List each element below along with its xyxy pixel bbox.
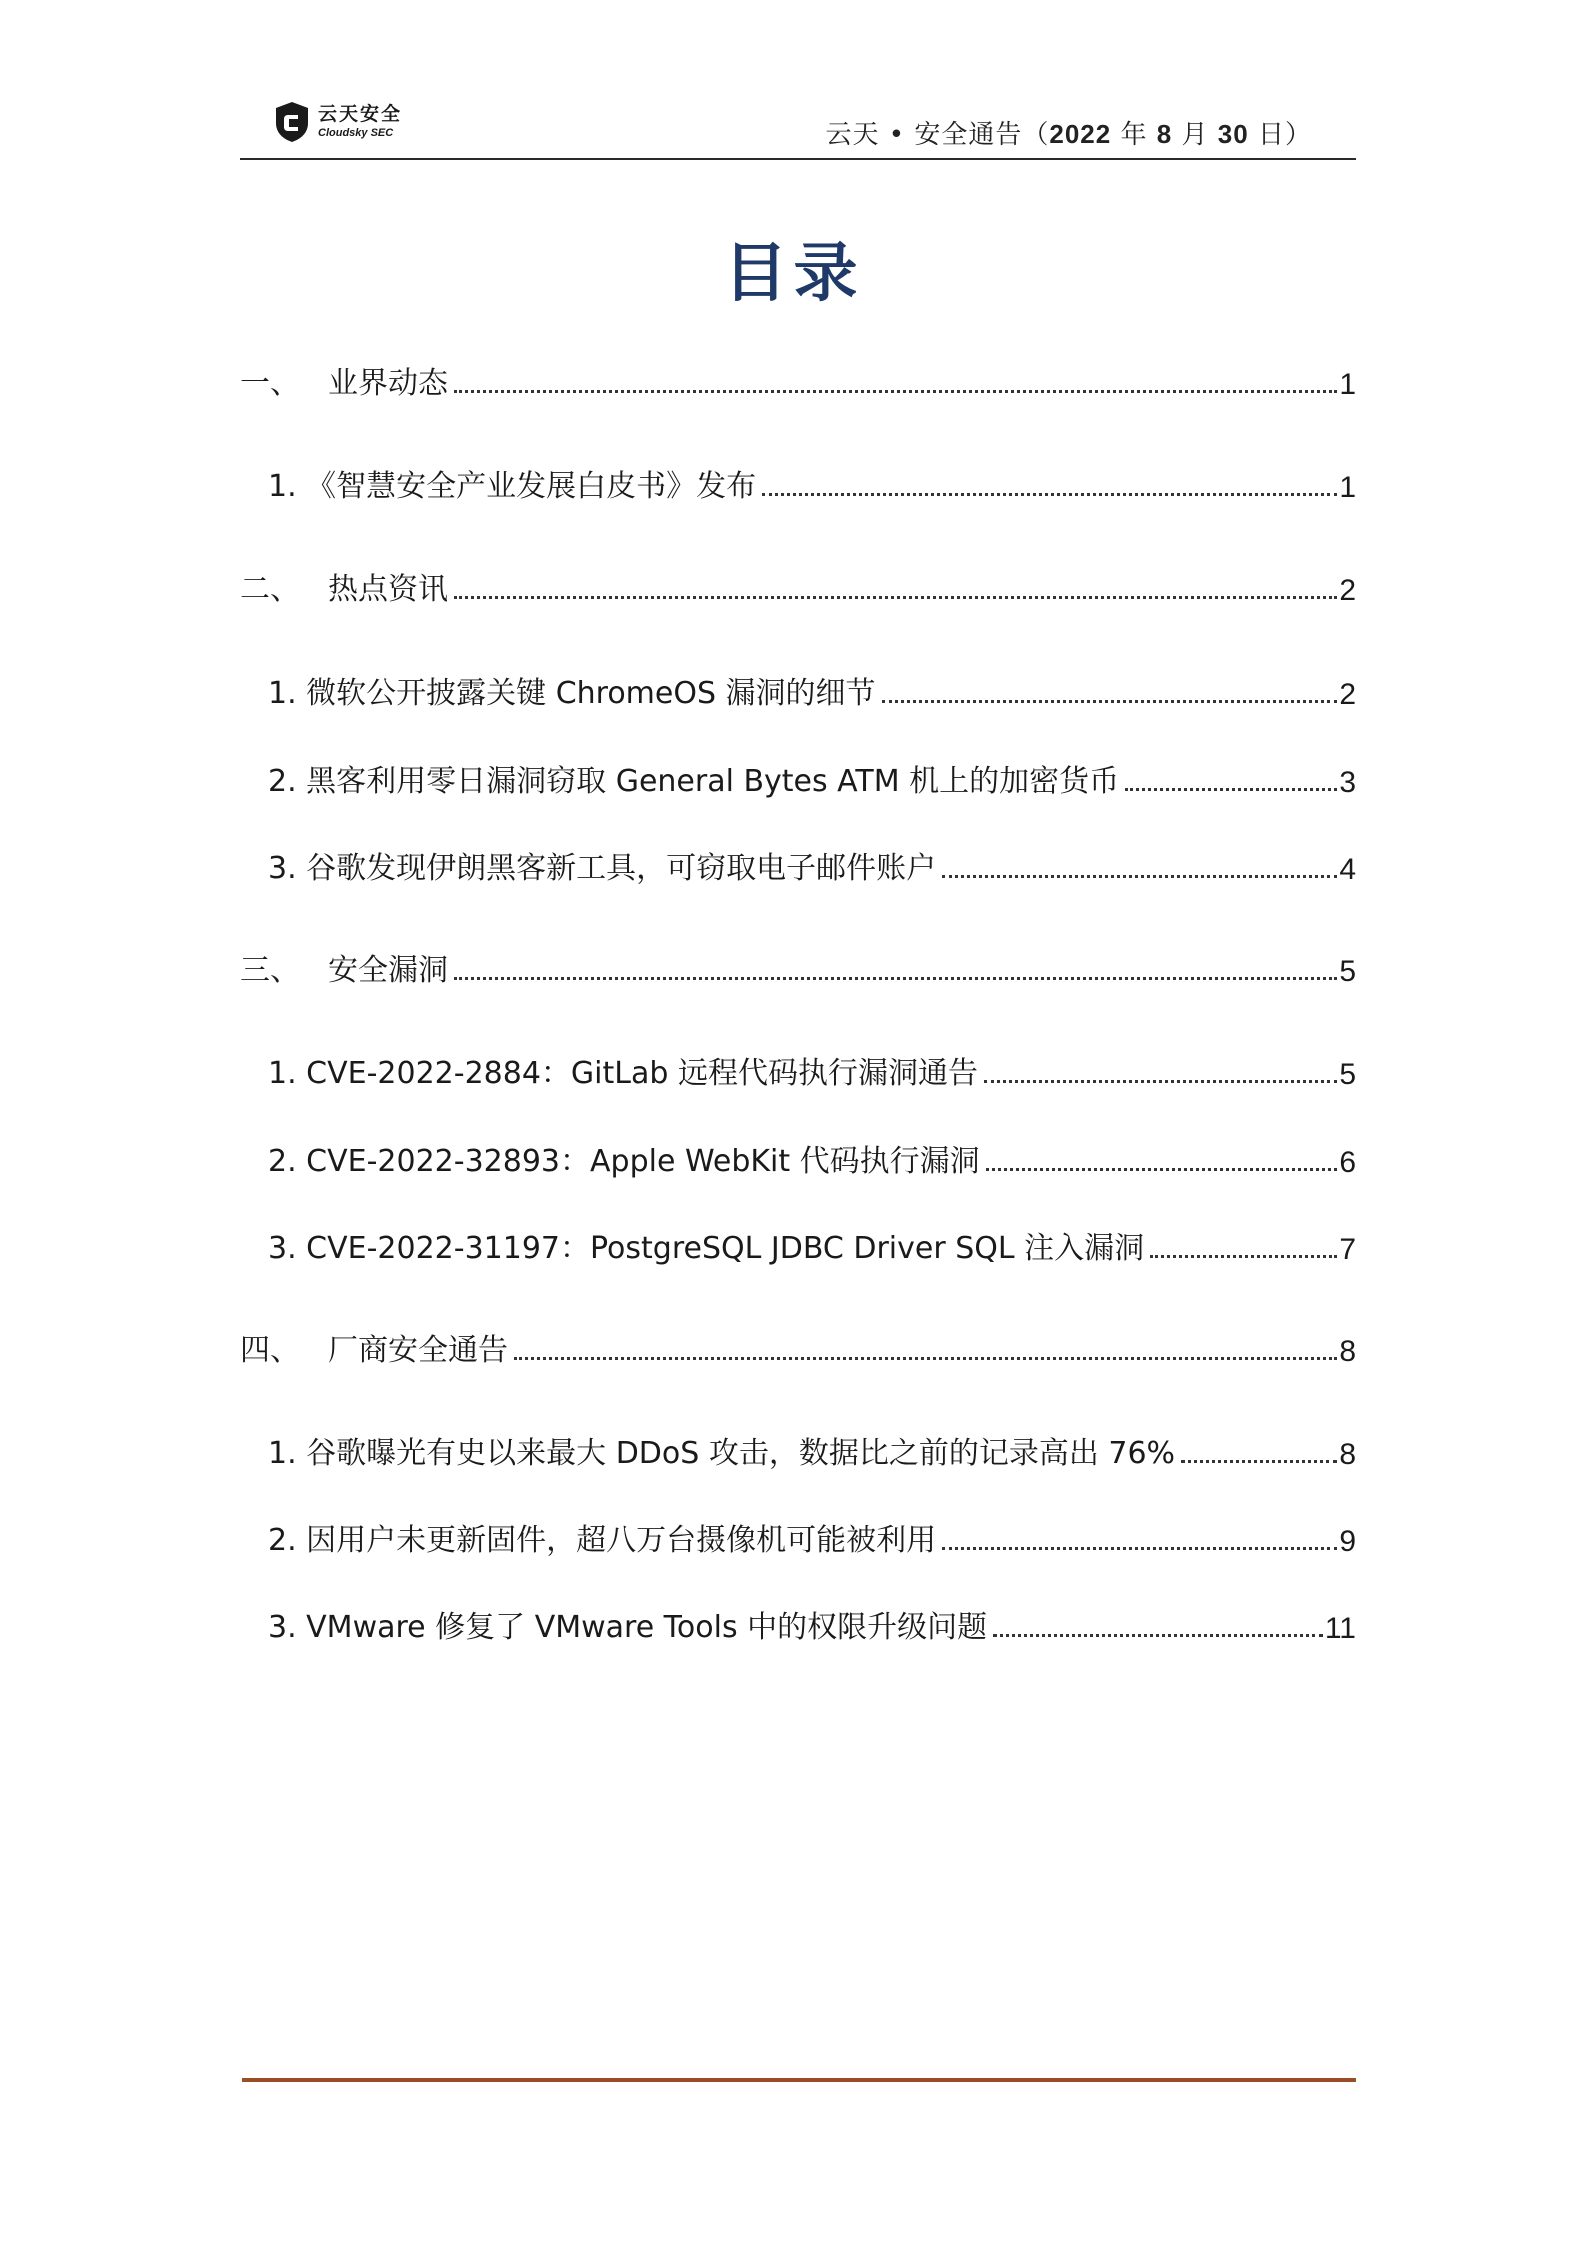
report-title-suffix: 日） [1257,120,1312,150]
toc-dot-leader [993,1634,1323,1637]
toc-entry-number: 一、 [240,366,300,401]
toc-subentry[interactable] [240,750,1356,800]
toc-page-number: 4 [1339,853,1356,886]
shield-logo-icon [274,101,310,143]
toc-page-number: 8 [1339,1335,1356,1368]
toc-page-number: 6 [1339,1146,1356,1179]
report-year-unit: 年 [1120,120,1148,150]
report-month: 8 [1156,119,1173,149]
toc-dot-leader [514,1357,1337,1360]
toc-dot-leader [942,875,1337,878]
toc-subentry[interactable] [240,1422,1356,1472]
toc-dot-leader [1150,1255,1337,1258]
toc-entry-text: 3. VMware 修复了 VMware Tools 中的权限升级问题 [268,1610,988,1645]
toc-entry-text: 业界动态 [328,366,448,401]
toc-subentry[interactable] [240,1509,1356,1559]
toc-entry-number: 二、 [240,572,300,607]
toc-section-entry[interactable] [240,1319,1356,1369]
toc-page-number: 1 [1339,471,1356,504]
toc-page-number: 5 [1339,955,1356,988]
header-divider [240,158,1356,160]
toc-page-number: 5 [1339,1058,1356,1091]
toc-entry-text: 厂商安全通告 [328,1333,508,1368]
report-day: 30 [1217,119,1249,149]
toc-entry-text: 3. CVE-2022-31197：PostgreSQL JDBC Driver SQL 注入漏洞 [268,1231,1145,1266]
toc-subentry[interactable] [240,662,1356,712]
logo-name-cn: 云天安全 [318,103,403,125]
toc-subentry[interactable] [240,455,1356,505]
toc-section-entry[interactable] [240,352,1356,402]
toc-entry-text: 3. 谷歌发现伊朗黑客新工具，可窃取电子邮件账户 [268,851,937,886]
toc-entry-text: 1. 谷歌曝光有史以来最大 DDoS 攻击，数据比之前的记录高出 76% [268,1436,1176,1471]
toc-page-number: 2 [1339,574,1356,607]
footer-divider [242,2078,1356,2082]
toc-dot-leader [454,977,1337,980]
toc-dot-leader [454,596,1337,599]
toc-dot-leader [882,700,1338,703]
toc-section-entry[interactable] [240,558,1356,608]
toc-page-number: 7 [1339,1233,1356,1266]
toc-section-entry[interactable] [240,939,1356,989]
toc-entry-text: 热点资讯 [328,572,448,607]
toc-dot-leader [1181,1460,1337,1463]
toc-subentry[interactable] [240,1217,1356,1267]
toc-entry-text: 1. 《智慧安全产业发展白皮书》发布 [268,469,757,504]
toc-entry-number: 四、 [240,1333,300,1368]
toc-page-number: 1 [1339,368,1356,401]
toc-dot-leader [942,1547,1337,1550]
toc-entry-text: 1. CVE-2022-2884：GitLab 远程代码执行漏洞通告 [268,1056,978,1091]
toc-subentry[interactable] [240,837,1356,887]
toc-subentry[interactable] [240,1042,1356,1092]
toc-title: 目录 [723,237,864,311]
toc-page-number: 11 [1324,1612,1356,1645]
logo-name-en: Cloudsky SEC [318,127,394,139]
brand-logo [274,98,402,146]
toc-subentry[interactable] [240,1596,1356,1646]
report-title-prefix: 云天 • 安全通告（ [825,120,1050,150]
page-header [240,96,1356,160]
toc-entry-text: 2. 因用户未更新固件，超八万台摄像机可能被利用 [268,1523,937,1558]
report-year: 2022 [1049,119,1112,149]
toc-entry-number: 三、 [240,953,300,988]
toc-entry-text: 安全漏洞 [328,953,448,988]
toc-dot-leader [986,1168,1338,1171]
toc-page-number: 8 [1339,1438,1356,1471]
toc-subentry[interactable] [240,1130,1356,1180]
report-title [826,114,1312,151]
toc-page-number: 2 [1339,678,1356,711]
toc-dot-leader [454,390,1337,393]
toc-entry-text: 2. CVE-2022-32893：Apple WebKit 代码执行漏洞 [268,1144,980,1179]
toc-dot-leader [1125,788,1337,791]
toc-dot-leader [984,1080,1337,1083]
toc-dot-leader [762,493,1337,496]
toc-page-number: 9 [1339,1525,1356,1558]
report-month-unit: 月 [1181,120,1209,150]
toc-page-number: 3 [1339,766,1356,799]
toc-entry-text: 2. 黑客利用零日漏洞窃取 General Bytes ATM 机上的加密货币 [268,764,1120,799]
toc-entry-text: 1. 微软公开披露关键 ChromeOS 漏洞的细节 [268,676,876,711]
